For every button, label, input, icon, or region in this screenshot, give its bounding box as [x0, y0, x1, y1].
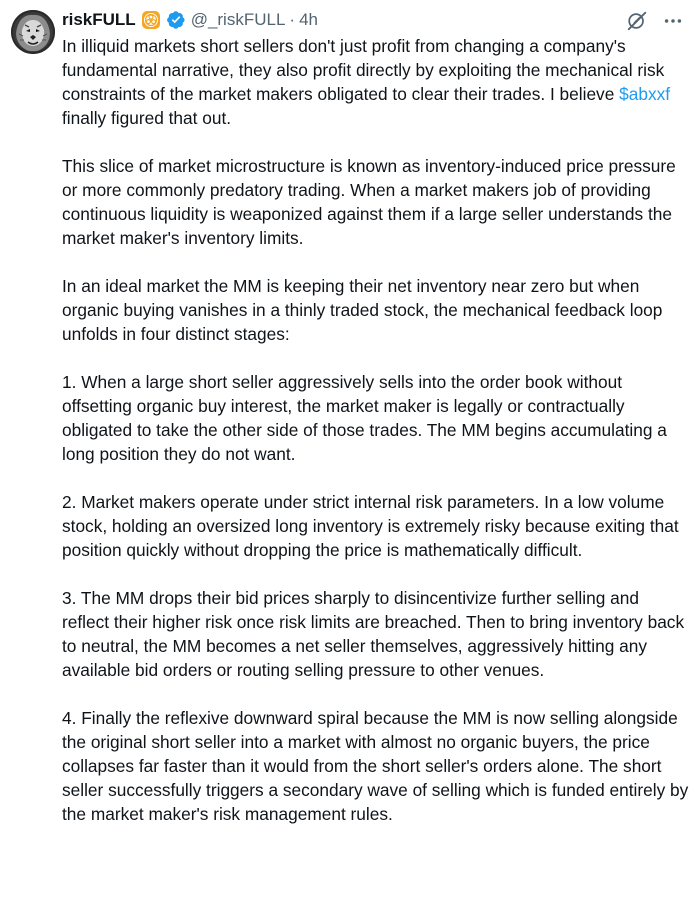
tweet-paragraph: 4. Finally the reflexive downward spiral because the MM is now selling alongside the original short seller into a market with almost no organic buyers, the price collapses far faster than it would from the short seller's orders alone. The short seller successfully triggers a secondary wave of selling which is funded entirely by the market maker's risk management rules. [62, 708, 689, 824]
more-options-icon[interactable] [661, 9, 685, 33]
display-name[interactable]: riskFULL [62, 10, 136, 29]
tweet-paragraph: 1. When a large short seller aggressively sells into the order book without offsetting organic buy interest, the market maker is legally or contractually obligated to take the other side of those trades. The MM begins accumulating a long position they do not want. [62, 372, 667, 464]
lion-avatar-icon [11, 10, 55, 54]
tweet-text [62, 34, 690, 850]
paragraph-text: finally figured that out. [62, 108, 232, 128]
tweet-paragraph: 2. Market makers operate under strict internal risk parameters. In a low volume stock, holding an oversized long inventory is extremely risky because exiting that position quickly without dropping the price is mathematically difficult. [62, 492, 679, 560]
tweet-header [62, 8, 318, 32]
paragraph-text: In illiquid markets short sellers don't just profit from changing a company's fundamental narrative, they also profit directly by exploiting the mechanical risk constraints of the market makers obligated to clear their trades. I believe [62, 36, 665, 104]
cashtag-link[interactable]: $abxxf [619, 84, 671, 104]
avatar[interactable] [11, 10, 55, 54]
header-separator: · [289, 10, 296, 29]
biohazard-badge-icon[interactable] [141, 10, 161, 30]
tweet-actions-top [625, 8, 685, 34]
timestamp[interactable]: 4h [299, 10, 319, 29]
tweet-paragraph: 3. The MM drops their bid prices sharply to disincentivize further selling and reflect their higher risk once risk limits are breached. Then to bring inventory back to neutral, the MM becomes a net seller themselves, aggressively hitting any available bid orders or routing selling pressure to other venues. [62, 588, 685, 680]
tweet-paragraph [62, 34, 690, 130]
tweet-paragraph: This slice of market microstructure is known as inventory-induced price pressure or more commonly predatory trading. When a market makers job of providing continuous liquidity is weaponized against them if a large seller understands the market maker's inventory limits. [62, 156, 676, 248]
grok-icon[interactable] [625, 9, 649, 33]
verified-check-icon[interactable] [166, 10, 186, 30]
user-handle[interactable]: @_riskFULL [190, 10, 286, 29]
tweet-paragraph: In an ideal market the MM is keeping their net inventory near zero but when organic buying vanishes in a thinly traded stock, the mechanical feedback loop unfolds in four distinct stages: [62, 276, 663, 344]
